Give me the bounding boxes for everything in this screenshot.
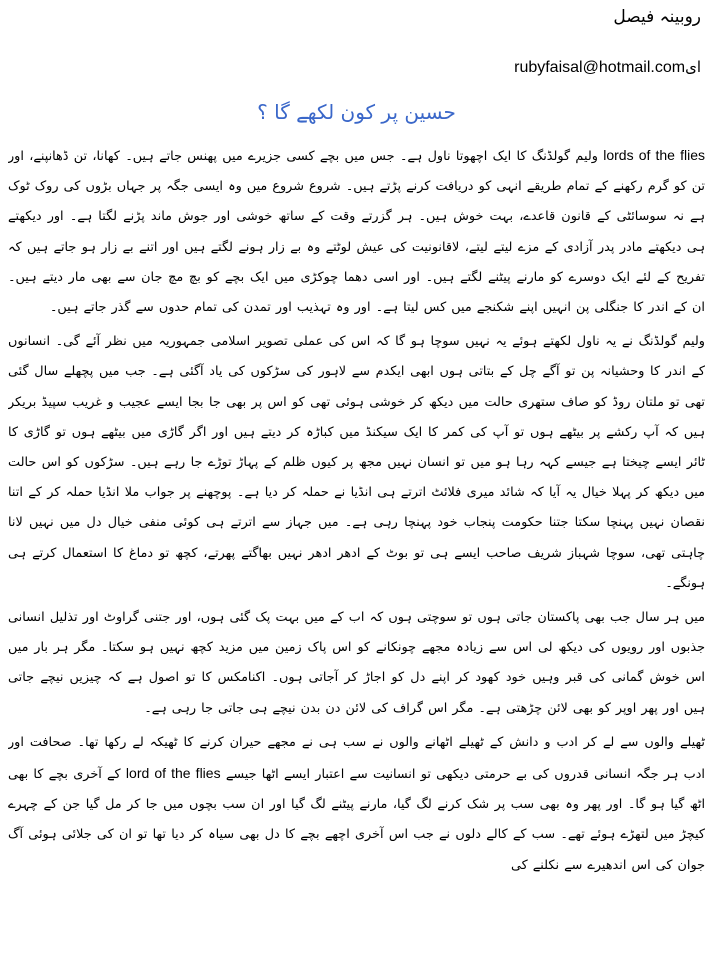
paragraph-text: ولیم گولڈنگ کا ایک اچھوتا ناول ہے۔ جس میں بچے کسی جزیرے میں پھنس جاتے ہیں۔ کھانا، تن ڈھانپنے، اور تن کو گرم رکھنے کے تمام طریقے انہی کو دریافت کرنے پڑتے ہیں۔ شروع شروع میں وہ ایسی جگہ پر جہاں بڑوں کی روک ٹوک ہے نہ سوسائٹی کے قانون قاعدے، بہت خوش ہیں۔ ہر گزرتے وقت کے ساتھ خوشی اور جوش ماند پڑنے لگتا ہے۔ اور دیکھتے ہی دیکھتے مادر پدر آزادی کے مزے لیتے لیتے، لاقانونیت کی عیش لوٹتے وہ بے زار ہونے لگتے ہیں اور اتنے بے زار ہو جاتے ہیں کہ تفریح کے لئے ایک دوسرے کو مارنے پیٹنے لگتے ہیں۔ اور اسی دھما چوکڑی میں ایک بچے کو بچ مچ جان سے بھی مار دیتے ہیں۔ ان کے اندر کا جنگلی پن انہیں اپنے شکنجے میں کس لیتا ہے۔ اور وہ تہذیب اور تمدن کی تمام حدوں سے گذر جاتے ہیں۔ [8,149,705,316]
article-paragraph [8,603,705,724]
paragraph-text: میں ہر سال جب بھی پاکستان جاتی ہوں تو سوچتی ہوں کہ اب کے میں بہت پک گئی ہوں، اور جتنی گراوٹ اور تذلیل انسانی جذبوں اور رویوں کی دیکھ لی اس سے زیادہ مجھے چونکانے کو اس پاک زمین میں مزید کچھ نہیں ہو سکتا۔ مگر ہر بار میں اس خوش گمانی کی قبر وہیں خود کھود کر اپنے دل کو اجاڑ کر آجاتی ہوں۔ اکنامکس کا تو اصول ہے کہ چیزیں نیچے جاتی ہیں اور پھر اوپر کو بھی لائن چڑھتی ہے۔ مگر اس گراف کی لائن دن بدن نیچے ہی جاتی جا رہی ہے۔ [8,610,705,716]
article-body [8,140,705,972]
english-title: lords of the flies [603,147,705,163]
article-paragraph [8,327,705,599]
email-address[interactable]: rubyfaisal@hotmail.com [514,59,686,76]
author-name: روبینہ فیصل [613,7,701,27]
article-title: حسین پر کون لکھے گا ؟ [257,100,456,124]
paragraph-text: کے آخری بچے کا بھی اٹھ گیا ہو گا۔ اور پھر وہ بھی سب پر شک کرنے لگ گیا، مارنے پیٹنے لگ گیا اور ان سب بچوں میں جا کر مل گیا جن کے چہرے کیچڑ میں لتھڑے ہوئے تھے۔ سب کے کالے دلوں نے جب اس آخری اچھے بچے کا دل بھی سیاہ کر دیا تھا تو ان کی جلائی ہوئی آگ جوان کی اس اندھیرے سے نکلنے کی [8,767,705,873]
paragraph-text: ٹھیلے والوں سے لے کر ادب و دانش کے ٹھیلے اٹھانے والوں نے سب ہی نے مجھے حیران کرنے کا ٹھیکہ لے رکھا تھا۔ صحافت اور ادب ہر جگہ انسانی قدروں کی بے حرمتی دیکھی تو انسانیت سے اعتبار ایسے اٹھا جیسے [8,734,705,783]
email-prefix: ای [685,58,701,76]
english-title: lord of the flies [125,765,221,782]
article-paragraph [8,140,705,323]
paragraph-text: ولیم گولڈنگ نے یہ ناول لکھتے ہوئے یہ نہیں سوچا ہو گا کہ اس کی عملی تصویر اسلامی جمہوریہ میں نظر آئے گی۔ انسانوں کے اندر کا وحشیانہ پن تو آگے چل کے بتاتی ہوں ابھی ایکدم سے لاہور کی سڑکوں کی یاد آگئی ہے۔ جب میں پچھلے سال گئی تھی تو ملتان روڈ کو صاف ستھری حالت میں دیکھ کر خوشی ہوئی تھی کو اس پر بھی جا بجا ایسے عجیب و غریب سپیڈ بریکر ہیں کہ آپ رکشے پر بیٹھے ہوں تو آپ کی کمر کا ایک سیکنڈ میں کباڑہ کر دیتے ہیں اور اگر گاڑی میں بیٹھے ہوں تو گاڑی کا ٹائر ایسے چیختا ہے جیسے کہہ رہا ہو میں تو انسان نہیں مجھ پر کیوں ظلم کے پہاڑ توڑے جا رہے ہیں۔ سڑکوں کو اس حالت میں دیکھ کر پہلا خیال یہ آیا کہ شائد میری فلائٹ اترتے ہی انڈیا نے حملہ کر دیا ہے۔ پوچھنے پر جواب ملا انڈیا حملہ کر کے اتنا نقصان نہیں پہنچا سکتا جتنا حکومت پنجاب خود پہنچا رہی ہے۔ میں جہاز سے اترتے ہی کوئی منفی خیال دل میں نہیں لانا چاہتی تھی، سوچا شہباز شریف صاحب ایسے ہی تو بوٹ کے ادھر ادھر نہیں بھاگتے پھرتے، کچھ تو دماغ کا استعمال کرتے ہی ہونگے۔ [8,334,705,591]
email-line [514,58,701,77]
article-paragraph [8,728,705,881]
